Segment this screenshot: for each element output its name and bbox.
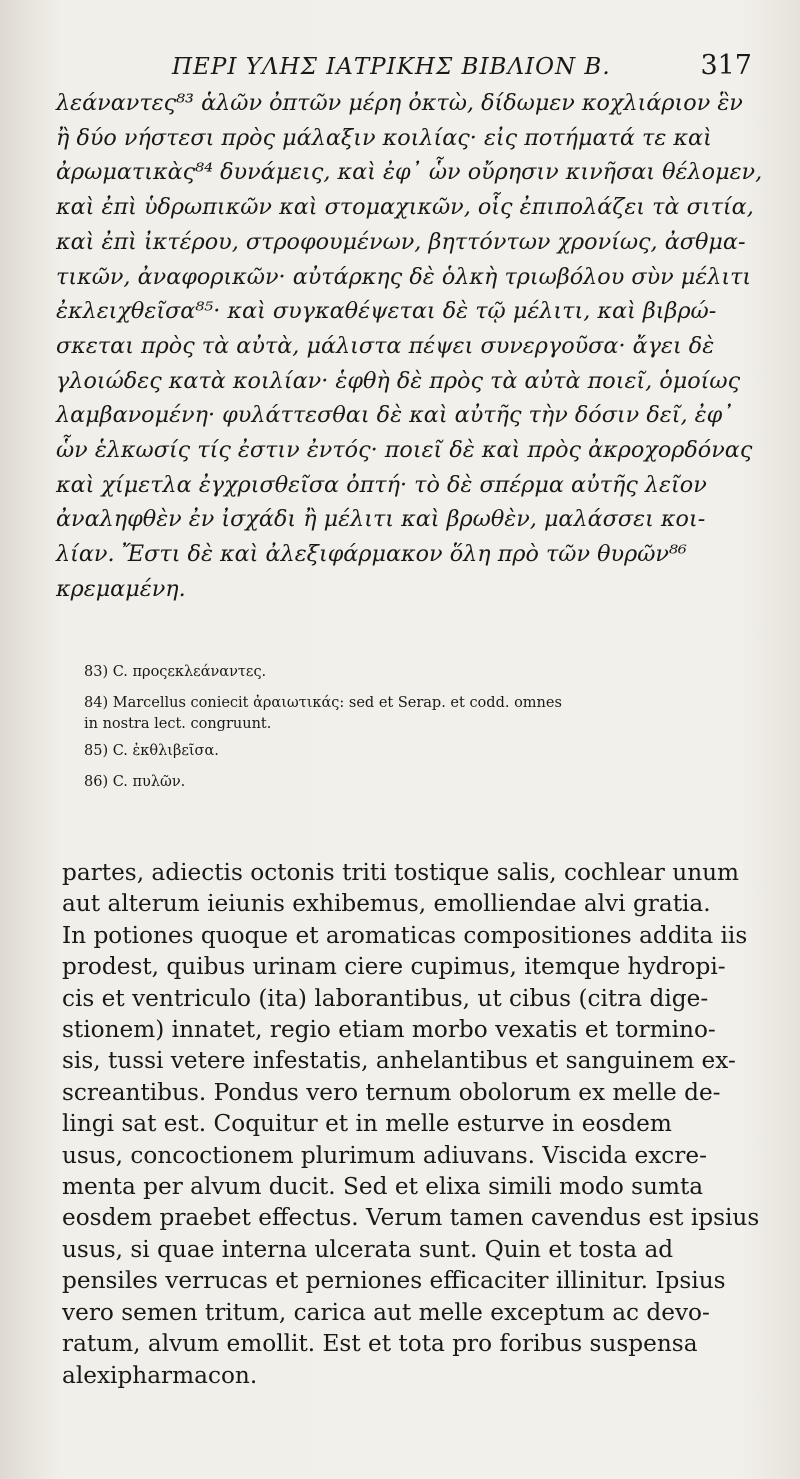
latin-line: menta per alvum ducit. Sed et elixa simili modo sumta (62, 1173, 704, 1201)
greek-text-block (56, 86, 768, 607)
latin-line: prodest, quibus urinam ciere cupimus, itemque hydropi- (62, 953, 726, 981)
footnote-84-line-1: 84) Marcellus coniecit ἀραιωτικάς: sed et Serap. et codd. omnes (84, 695, 562, 711)
latin-line: alexipharmacon. (62, 1361, 258, 1389)
latin-line: usus, concoctionem plurimum adiuvans. Viscida excre- (62, 1141, 707, 1169)
latin-line: cis et ventriculo (ita) laborantibus, ut cibus (citra dige- (62, 984, 709, 1012)
greek-line: ἀναληφθὲν ἐν ἰσχάδι ἢ μέλιτι καὶ βρωθὲν, μαλάσσει κοι- (56, 506, 706, 533)
latin-line: sis, tussi vetere infestatis, anhelantibus et sanguinem ex- (62, 1047, 736, 1075)
footnote-86: 86) C. πυλῶν. (84, 774, 186, 790)
greek-line: γλοιώδες κατὰ κοιλίαν· ἑφθὴ δὲ πρὸς τὰ αὐτὰ ποιεῖ, ὁμοίως (56, 367, 741, 394)
running-title: ΠΕΡΙ ΥΛΗΣ ΙΑΤΡΙΚΗΣ ΒΙΒΛΙΟΝ Β. (172, 54, 611, 80)
latin-line: pensiles verrucas et perniones efficaciter illinitur. Ipsius (62, 1267, 726, 1295)
greek-line: λίαν. Ἔστι δὲ καὶ ἀλεξιφάρμακον ὅλη πρὸ τῶν θυρῶν⁸⁶ (56, 541, 687, 568)
greek-line: ἐκλειχθεῖσα⁸⁵· καὶ συγκαθέψεται δὲ τῷ μέλιτι, καὶ βιβρώ- (56, 298, 717, 325)
footnote-84 (84, 693, 764, 735)
latin-line: lingi sat est. Coquitur et in melle esturve in eosdem (62, 1110, 672, 1138)
greek-line: καὶ χίμετλα ἐγχρισθεῖσα ὀπτή· τὸ δὲ σπέρμα αὐτῆς λεῖον (56, 471, 707, 498)
latin-line: stionem) innatet, regio etiam morbo vexatis et tormino- (62, 1016, 716, 1044)
greek-line: καὶ ἐπὶ ἰκτέρου, στροφουμένων, βηττόντων χρονίως, ἀσθμα- (56, 228, 746, 255)
latin-line: partes, adiectis octonis triti tostique salis, cochlear unum (62, 859, 740, 886)
latin-line: In potiones quoque et aromaticas compositiones addita iis (62, 921, 748, 949)
footnotes (84, 662, 764, 803)
greek-line: ὧν ἑλκωσίς τίς ἐστιν ἐντός· ποιεῖ δὲ καὶ πρὸς ἀκροχορδόνας (56, 437, 753, 464)
greek-line: σκεται πρὸς τὰ αὐτὰ, μάλιστα πέψει συνεργοῦσα· ἄγει δὲ (56, 332, 715, 359)
greek-line: τικῶν, ἀναφορικῶν· αὐτάρκης δὲ ὁλκὴ τριωβόλου σὺν μέλιτι (56, 263, 752, 290)
latin-line: vero semen tritum, carica aut melle exceptum ac devo- (62, 1298, 710, 1326)
greek-line: καὶ ἐπὶ ὑδρωπικῶν καὶ στομαχικῶν, οἷς ἐπιπολάζει τὰ σιτία, (56, 194, 754, 221)
greek-line: λεάναντες⁸³ ἁλῶν ὀπτῶν μέρη ὀκτὼ, δίδωμεν κοχλιάριον ἓν (56, 90, 743, 116)
latin-line: eosdem praebet effectus. Verum tamen cavendus est ipsius (62, 1204, 760, 1232)
greek-line: κρεμαμένη. (56, 575, 186, 602)
latin-line: usus, si quae interna ulcerata sunt. Quin et tosta ad (62, 1235, 674, 1263)
greek-line: ἢ δύο νήστεσι πρὸς μάλαξιν κοιλίας· εἰς ποτήματά τε καὶ (56, 124, 712, 151)
footnote-84-line-2: in nostra lect. congruunt. (84, 716, 272, 732)
greek-line: ἀρωματικὰς⁸⁴ δυνάμεις, καὶ ἐφ᾽ ὧν οὔρησιν κινῆσαι θέλομεν, (56, 159, 763, 186)
greek-line: λαμβανομένη· φυλάττεσθαι δὲ καὶ αὐτῆς τὴν δόσιν δεῖ, ἐφ᾽ (56, 402, 734, 429)
page-header (172, 50, 752, 81)
latin-line: aut alterum ieiunis exhibemus, emolliendae alvi gratia. (62, 890, 711, 918)
footnote-83: 83) C. προςεκλεάναντες. (84, 664, 267, 680)
page-number: 317 (700, 50, 752, 81)
latin-text-block (62, 857, 770, 1391)
latin-line: screantibus. Pondus vero ternum obolorum ex melle de- (62, 1078, 721, 1106)
footnote-85: 85) C. ἐκθλιβεῖσα. (84, 743, 219, 759)
latin-line: ratum, alvum emollit. Est et tota pro foribus suspensa (62, 1330, 698, 1358)
